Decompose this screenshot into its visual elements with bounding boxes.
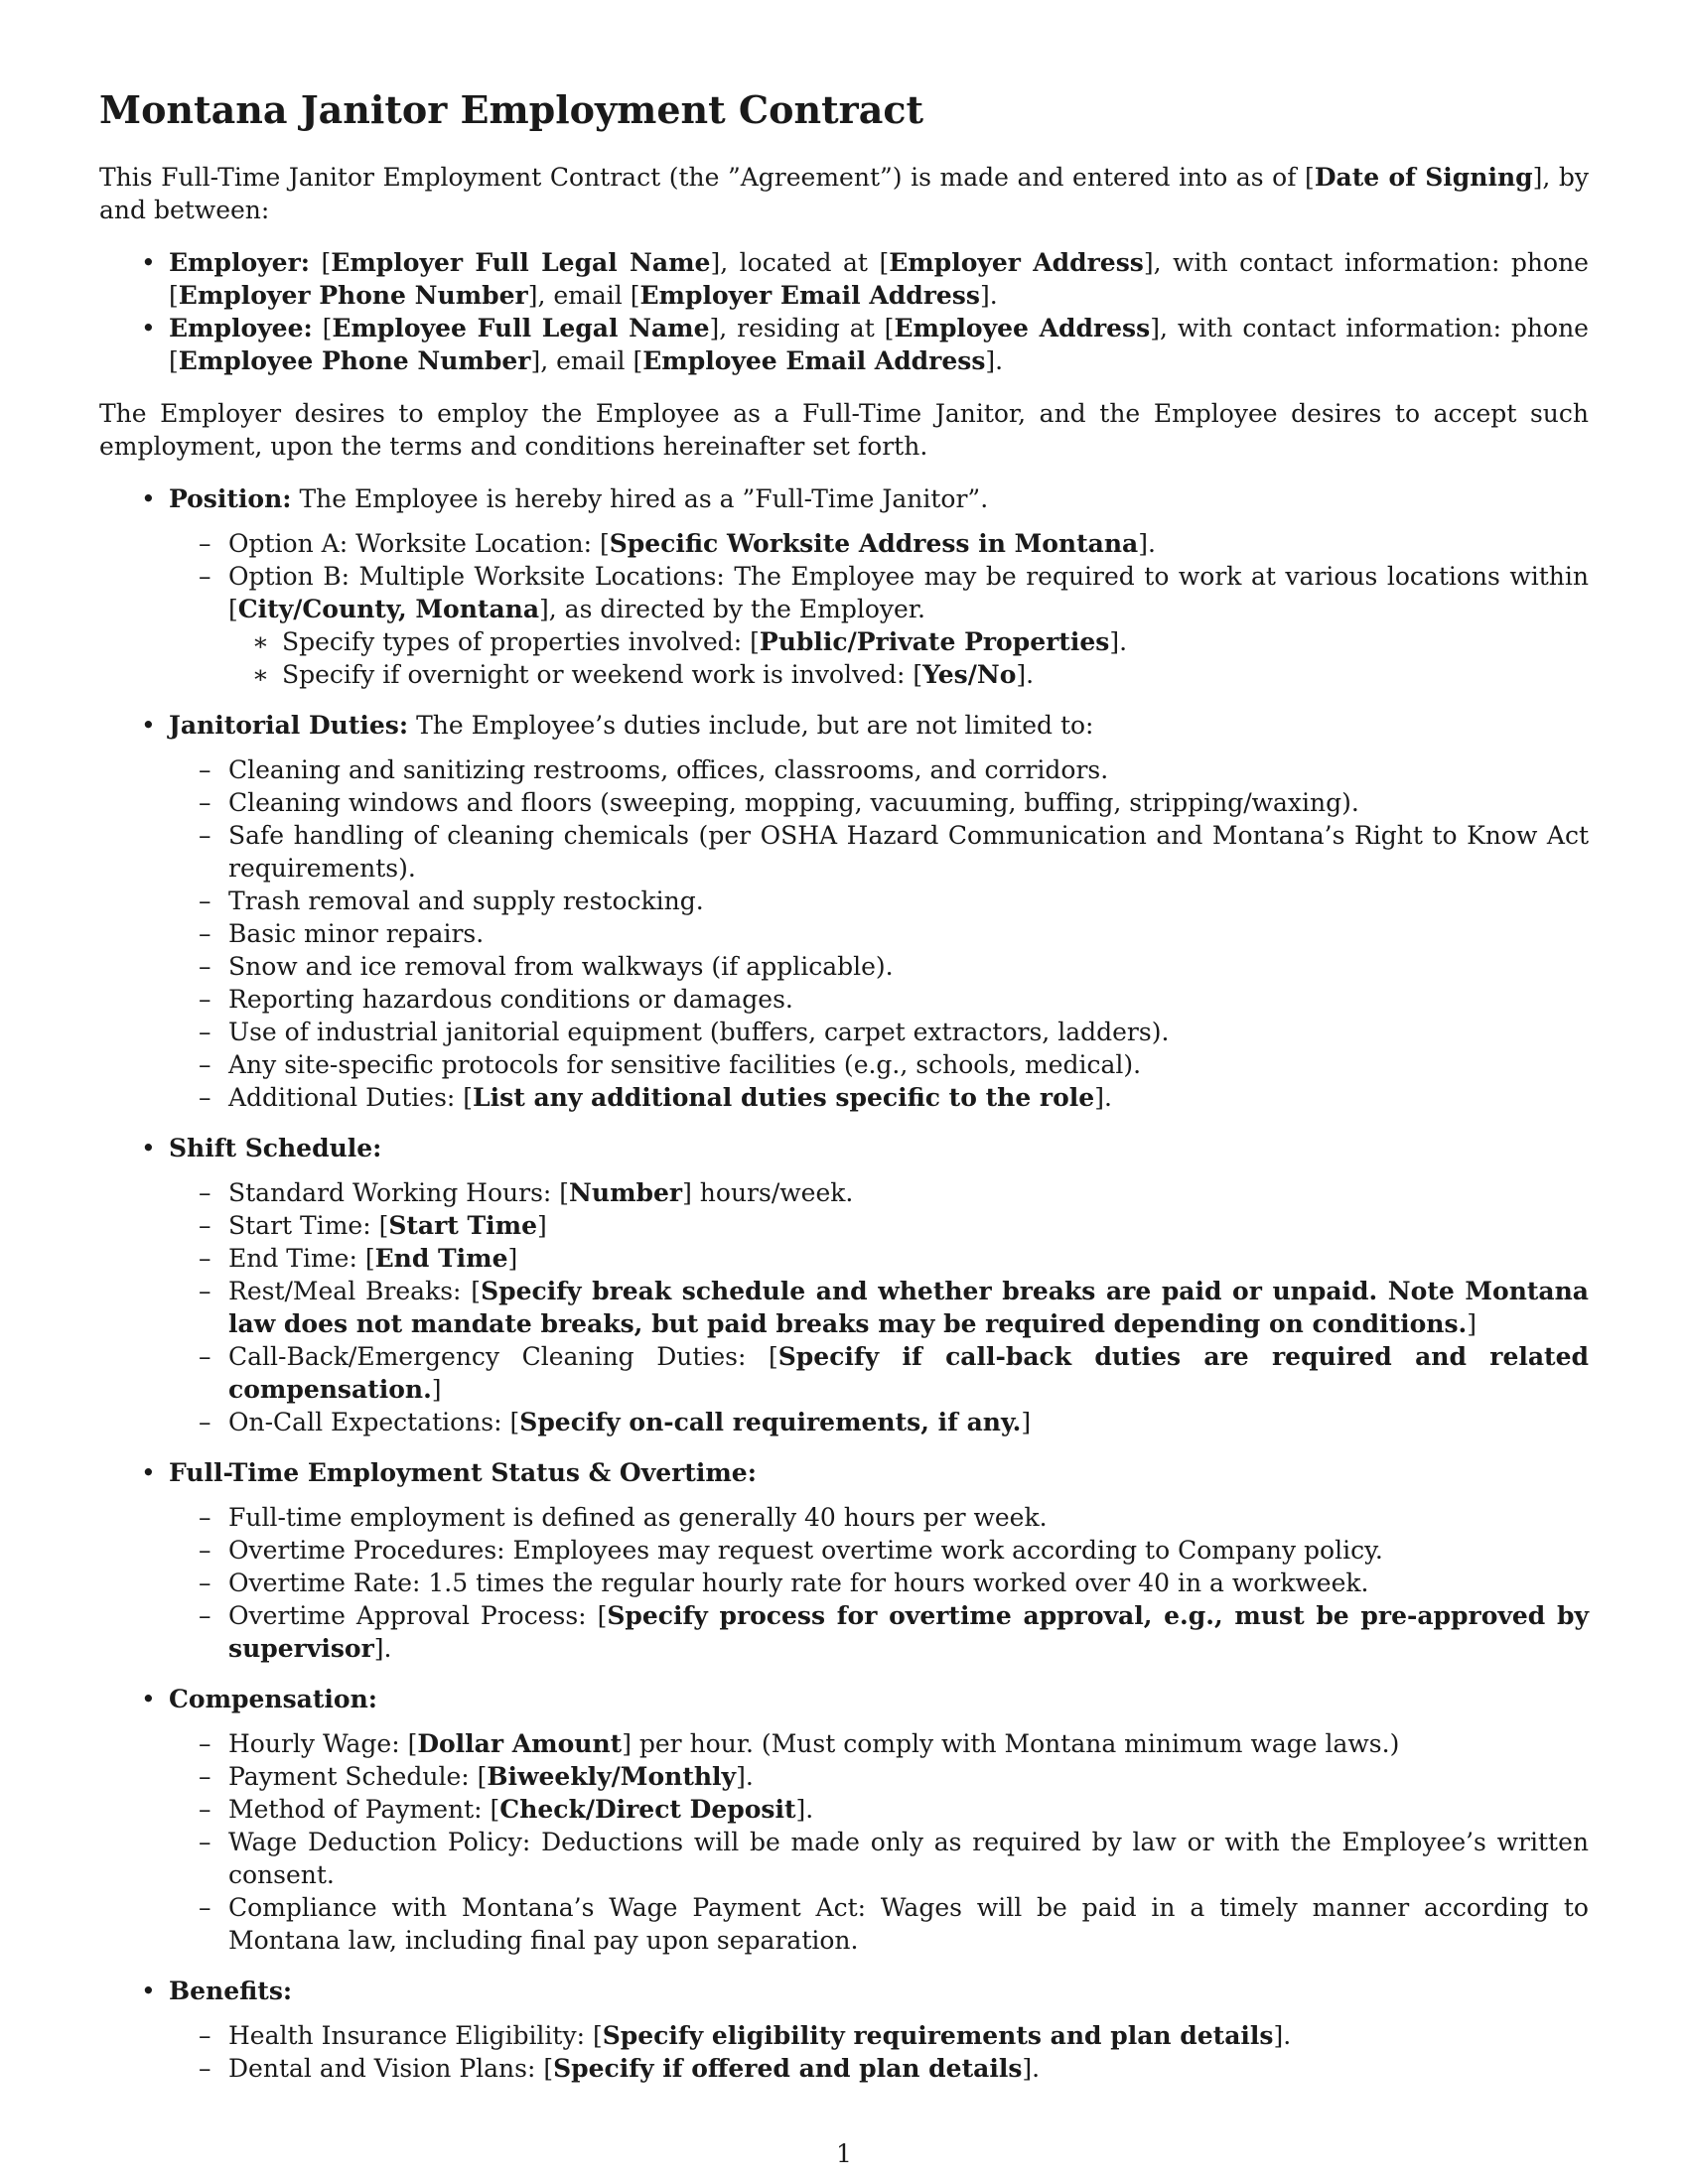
list-item: – Start Time: [Start Time] [169, 1209, 1589, 1242]
duties-list [169, 753, 1589, 1114]
list-item: ∗ Specify if overnight or weekend work is involved: [Yes/No]. [228, 658, 1589, 691]
list-item: – Snow and ice removal from walkways (if applicable). [169, 950, 1589, 983]
list-item: – Trash removal and supply restocking. [169, 885, 1589, 917]
list-item: – Reporting hazardous conditions or damages. [169, 983, 1589, 1016]
position-options [169, 527, 1589, 691]
list-item: – Overtime Procedures: Employees may request overtime work according to Company policy. [169, 1534, 1589, 1567]
list-item: – Cleaning and sanitizing restrooms, offices, classrooms, and corridors. [169, 753, 1589, 786]
list-item: – Option A: Worksite Location: [Specific Worksite Address in Montana]. [169, 527, 1589, 560]
employee-phone-placeholder: Employee Phone Number [178, 346, 531, 375]
section-shift-schedule: • Shift Schedule: – Standard Working Hours: [Number] hours/week. – Start Time: [Start Time] – End Time: [End Time] – Rest/Meal Breaks: [Specify break schedule and whether breaks are paid or unpaid. Note Montana law does not mandate breaks, but paid breaks may be required depending on conditions.] – Call-Back/Emergency Cleaning Duties: [Specify if call-back duties are required and related compensation.] – On-Call Expectations: [Specify on-call requirements, if any.] [99, 1132, 1589, 1438]
list-item: – End Time: [End Time] [169, 1242, 1589, 1275]
employee-address-placeholder: Employee Address [894, 314, 1151, 342]
list-item: – Standard Working Hours: [Number] hours/week. [169, 1176, 1589, 1209]
intro-paragraph: This Full-Time Janitor Employment Contract (the ”Agreement”) is made and entered into as of [Date of Signing], by and between: [99, 163, 1590, 224]
list-item: – Overtime Approval Process: [Specify process for overtime approval, e.g., must be pre-approved by supervisor]. [169, 1599, 1589, 1665]
list-item: – Basic minor repairs. [169, 917, 1589, 950]
list-item: – Dental and Vision Plans: [Specify if offered and plan details]. [169, 2052, 1589, 2085]
date-placeholder: Date of Signing [1314, 163, 1533, 192]
list-item: – Call-Back/Emergency Cleaning Duties: [Specify if call-back duties are required and related compensation.] [169, 1340, 1589, 1406]
employee-name-placeholder: Employee Full Legal Name [332, 314, 710, 342]
document-page [99, 87, 1589, 2103]
section-overtime: • Full-Time Employment Status & Overtime: – Full-time employment is defined as generally 40 hours per week. – Overtime Procedures: Employees may request overtime work according to Company policy. – Overtime Rate: 1.5 times the regular hourly rate for hours worked over 40 in a workweek. – Overtime Approval Process: [Specify process for overtime approval, e.g., must be pre-approved by supervisor]. [99, 1456, 1589, 1665]
list-item: – Safe handling of cleaning chemicals (per OSHA Hazard Communication and Montana’s Right to Know Act requirements). [169, 819, 1589, 885]
list-item: – Any site-specific protocols for sensitive facilities (e.g., schools, medical). [169, 1048, 1589, 1081]
employer-email-placeholder: Employer Email Address [639, 281, 980, 310]
parties-list [99, 246, 1589, 377]
list-item: – Additional Duties: [List any additional duties specific to the role]. [169, 1081, 1589, 1114]
list-item: – Method of Payment: [Check/Direct Deposit]. [169, 1793, 1589, 1826]
list-item: – Full-time employment is defined as generally 40 hours per week. [169, 1501, 1589, 1534]
desire-paragraph: The Employer desires to employ the Employee as a Full-Time Janitor, and the Employee desires to accept such employment, upon the terms and conditions hereinafter set forth. [99, 399, 1589, 461]
document-title: Montana Janitor Employment Contract [99, 87, 924, 132]
employee-email-placeholder: Employee Email Address [642, 346, 986, 375]
list-item: – Compliance with Montana’s Wage Payment Act: Wages will be paid in a timely manner according to Montana law, including final pay upon separation. [169, 1891, 1589, 1957]
section-benefits: • Benefits: – Health Insurance Eligibility: [Specify eligibility requirements and plan details]. – Dental and Vision Plans: [Specify if offered and plan details]. [99, 1975, 1589, 2085]
overtime-list [169, 1501, 1589, 1665]
compensation-list [169, 1727, 1589, 1957]
party-employer: • Employer: [Employer Full Legal Name], located at [Employer Address], with contact information: phone [Employer Phone Number], email [Employer Email Address]. [99, 246, 1589, 312]
list-item: – Wage Deduction Policy: Deductions will be made only as required by law or with the Employee’s written consent. [169, 1826, 1589, 1891]
section-duties: • Janitorial Duties: The Employee’s duties include, but are not limited to: – Cleaning and sanitizing restrooms, offices, classrooms, and corridors. – Cleaning windows and floors (sweeping, mopping, vacuuming, buffing, stripping/waxing). – Safe handling of cleaning chemicals (per OSHA Hazard Communication and Montana’s Right to Know Act requirements). – Trash removal and supply restocking. – Basic minor repairs. – Snow and ice removal from walkways (if applicable). – Reporting hazardous conditions or damages. – Use of industrial janitorial equipment (buffers, carpet extractors, ladders). – Any site-specific protocols for sensitive facilities (e.g., schools, medical). – Additional Duties: [List any additional duties specific to the role]. [99, 709, 1589, 1114]
list-item: ∗ Specify types of properties involved: [Public/Private Properties]. [228, 625, 1589, 658]
list-item: – Rest/Meal Breaks: [Specify break schedule and whether breaks are paid or unpaid. Note Montana law does not mandate breaks, but paid breaks may be required depending on conditions.] [169, 1275, 1589, 1340]
employer-phone-placeholder: Employer Phone Number [178, 281, 528, 310]
page-number: 1 [836, 2139, 852, 2168]
section-position: • Position: The Employee is hereby hired as a ”Full-Time Janitor”. – Option A: Worksite Location: [Specific Worksite Address in Montana]. – Option B: Multiple Worksite Locations: The Employee may be required to work at various locations within [City/County, Montana], as directed by the Employer. ∗ Specify types of properties involved: [Public/Private Properties]. ∗ Specify if overnight or weekend work is involved: [Yes/No]. [99, 482, 1589, 691]
shift-list [169, 1176, 1589, 1438]
list-item: – Payment Schedule: [Biweekly/Monthly]. [169, 1760, 1589, 1793]
employer-address-placeholder: Employer Address [889, 248, 1144, 277]
list-item: – On-Call Expectations: [Specify on-call requirements, if any.] [169, 1406, 1589, 1438]
list-item: – Health Insurance Eligibility: [Specify eligibility requirements and plan details]. [169, 2019, 1589, 2052]
terms-list [99, 482, 1589, 2085]
list-item: – Overtime Rate: 1.5 times the regular hourly rate for hours worked over 40 in a workweek. [169, 1567, 1589, 1599]
list-item: – Use of industrial janitorial equipment (buffers, carpet extractors, ladders). [169, 1016, 1589, 1048]
option-b-subitems [228, 625, 1589, 691]
section-compensation: • Compensation: – Hourly Wage: [Dollar Amount] per hour. (Must comply with Montana minimum wage laws.) – Payment Schedule: [Biweekly/Monthly]. – Method of Payment: [Check/Direct Deposit]. – Wage Deduction Policy: Deductions will be made only as required by law or with the Employee’s written consent. – Compliance with Montana’s Wage Payment Act: Wages will be paid in a timely manner according to Montana law, including final pay upon separation. [99, 1683, 1589, 1957]
list-item: – Option B: Multiple Worksite Locations: The Employee may be required to work at various locations within [City/County, Montana], as directed by the Employer. ∗ Specify types of properties involved: [Public/Private Properties]. ∗ Specify if overnight or weekend work is involved: [Yes/No]. [169, 560, 1589, 691]
employer-name-placeholder: Employer Full Legal Name [331, 248, 711, 277]
list-item: – Cleaning windows and floors (sweeping, mopping, vacuuming, buffing, stripping/waxing). [169, 786, 1589, 819]
benefits-list [169, 2019, 1589, 2085]
list-item: – Hourly Wage: [Dollar Amount] per hour. (Must comply with Montana minimum wage laws.) [169, 1727, 1589, 1760]
party-employee: • Employee: [Employee Full Legal Name], residing at [Employee Address], with contact information: phone [Employee Phone Number], email [Employee Email Address]. [99, 312, 1589, 377]
